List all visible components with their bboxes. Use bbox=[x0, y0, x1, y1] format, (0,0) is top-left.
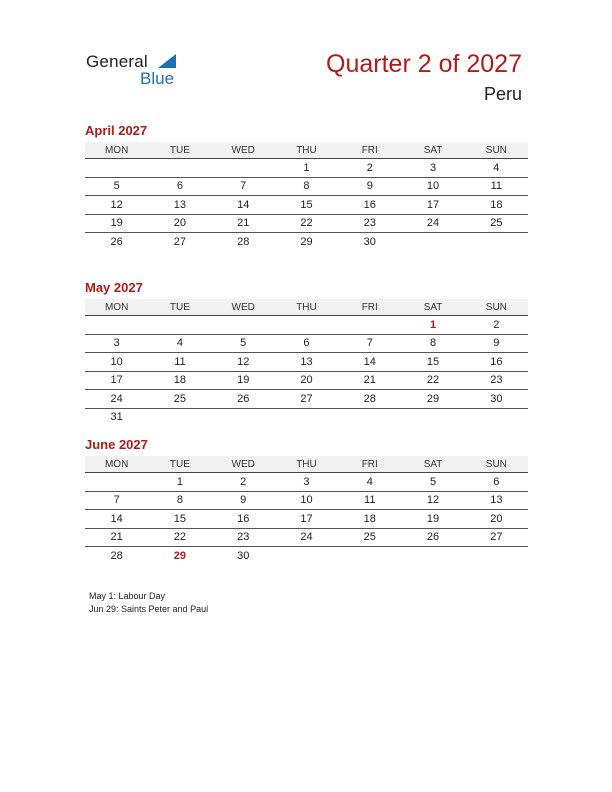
day-cell: 27 bbox=[173, 235, 187, 248]
day-cell bbox=[275, 408, 338, 426]
calendar-grid bbox=[85, 142, 528, 251]
week-row bbox=[85, 214, 528, 233]
day-cell: 24 bbox=[275, 528, 338, 547]
day-cell: 8 bbox=[275, 177, 338, 196]
day-cell bbox=[275, 547, 338, 565]
day-cell: 3 bbox=[401, 159, 464, 178]
day-cell: 12 bbox=[85, 196, 148, 215]
day-cell: 23 bbox=[465, 371, 528, 390]
day-cell: 1 bbox=[275, 159, 338, 178]
weekday-header: SAT bbox=[401, 299, 464, 316]
day-cell: 6 bbox=[275, 334, 338, 353]
weekday-header: FRI bbox=[338, 142, 401, 159]
day-cell: 14 bbox=[212, 196, 275, 215]
day-cell: 15 bbox=[401, 353, 464, 372]
country-name: Peru bbox=[483, 84, 522, 104]
week-row bbox=[85, 547, 528, 565]
day-cell: 16 bbox=[465, 353, 528, 372]
calendar-grid bbox=[85, 299, 528, 426]
day-cell: 28 bbox=[110, 549, 123, 562]
day-cell: 10 bbox=[85, 353, 148, 372]
week-row bbox=[85, 390, 528, 409]
day-cell: 17 bbox=[85, 371, 148, 390]
day-cell: 20 bbox=[465, 510, 528, 529]
day-cell: 8 bbox=[401, 334, 464, 353]
day-cell: 11 bbox=[148, 353, 211, 372]
day-cell: 11 bbox=[465, 177, 528, 196]
weekday-header: WED bbox=[212, 299, 275, 316]
day-cell: 30 bbox=[363, 235, 376, 248]
day-cell: 30 bbox=[465, 390, 528, 409]
day-cell: 23 bbox=[338, 214, 401, 233]
day-cell: 27 bbox=[465, 528, 528, 547]
weekday-header: THU bbox=[275, 142, 338, 159]
day-cell: 1 bbox=[148, 473, 211, 492]
day-cell: 18 bbox=[338, 510, 401, 529]
weekday-header: TUE bbox=[148, 142, 211, 159]
day-cell: 14 bbox=[85, 510, 148, 529]
day-cell bbox=[465, 408, 528, 426]
day-cell: 30 bbox=[237, 549, 250, 562]
day-cell: 3 bbox=[275, 473, 338, 492]
day-cell: 10 bbox=[401, 177, 464, 196]
day-cell bbox=[85, 159, 148, 178]
day-cell: 2 bbox=[212, 473, 275, 492]
day-cell bbox=[212, 316, 275, 335]
day-cell: 21 bbox=[338, 371, 401, 390]
day-cell: 25 bbox=[338, 528, 401, 547]
day-cell: 26 bbox=[110, 235, 123, 248]
day-cell bbox=[338, 316, 401, 335]
day-cell: 22 bbox=[148, 528, 211, 547]
holiday-notes bbox=[89, 590, 208, 616]
weekday-header: WED bbox=[212, 456, 275, 473]
day-cell: 12 bbox=[212, 353, 275, 372]
day-cell: 21 bbox=[212, 214, 275, 233]
holiday-note: Jun 29: Saints Peter and Paul bbox=[89, 604, 209, 614]
week-row bbox=[85, 316, 528, 335]
day-cell: 6 bbox=[465, 473, 528, 492]
day-cell: 9 bbox=[465, 334, 528, 353]
day-cell: 13 bbox=[465, 491, 528, 510]
day-cell: 9 bbox=[212, 491, 275, 510]
holiday-note: May 1: Labour Day bbox=[89, 591, 166, 601]
day-cell: 29 bbox=[173, 549, 187, 562]
day-cell bbox=[401, 233, 464, 251]
day-cell: 25 bbox=[148, 390, 211, 409]
day-cell: 22 bbox=[401, 371, 464, 390]
week-row bbox=[85, 371, 528, 390]
day-cell: 25 bbox=[465, 214, 528, 233]
logo-text-blue: Blue bbox=[140, 69, 175, 88]
weekday-header: FRI bbox=[338, 456, 401, 473]
day-cell: 1 bbox=[401, 316, 464, 335]
week-row bbox=[85, 159, 528, 178]
weekday-header: WED bbox=[212, 142, 275, 159]
week-row bbox=[85, 528, 528, 547]
day-cell: 17 bbox=[401, 196, 464, 215]
day-cell: 15 bbox=[148, 510, 211, 529]
day-cell: 18 bbox=[465, 196, 528, 215]
month-may bbox=[85, 279, 528, 426]
page-title: Quarter 2 of 2027 bbox=[326, 50, 522, 78]
month-title: June 2027 bbox=[85, 437, 148, 452]
day-cell: 16 bbox=[212, 510, 275, 529]
day-cell bbox=[338, 408, 401, 426]
day-cell bbox=[401, 547, 464, 565]
week-row bbox=[85, 408, 528, 426]
weekday-header: MON bbox=[85, 142, 148, 159]
month-title: May 2027 bbox=[85, 280, 143, 295]
day-cell bbox=[275, 316, 338, 335]
weekday-header: SAT bbox=[401, 142, 464, 159]
weekday-header: TUE bbox=[148, 299, 211, 316]
day-cell bbox=[401, 408, 464, 426]
week-row bbox=[85, 334, 528, 353]
weekday-header: SUN bbox=[465, 142, 528, 159]
week-row bbox=[85, 473, 528, 492]
day-cell: 7 bbox=[338, 334, 401, 353]
logo-triangle-icon bbox=[158, 54, 176, 68]
day-cell: 5 bbox=[212, 334, 275, 353]
day-cell: 7 bbox=[85, 491, 148, 510]
month-title: April 2027 bbox=[85, 123, 148, 138]
day-cell: 19 bbox=[85, 214, 148, 233]
day-cell: 11 bbox=[338, 491, 401, 510]
day-cell: 21 bbox=[85, 528, 148, 547]
day-cell bbox=[148, 408, 211, 426]
day-cell bbox=[212, 159, 275, 178]
month-june bbox=[85, 436, 528, 565]
day-cell: 16 bbox=[338, 196, 401, 215]
calendar-grid bbox=[85, 456, 528, 565]
weekday-header: MON bbox=[85, 456, 148, 473]
day-cell: 27 bbox=[275, 390, 338, 409]
day-cell bbox=[148, 316, 211, 335]
day-cell: 26 bbox=[401, 528, 464, 547]
weekday-header: THU bbox=[275, 299, 338, 316]
day-cell: 28 bbox=[237, 235, 250, 248]
logo-text-general: General bbox=[86, 52, 148, 71]
day-cell: 22 bbox=[275, 214, 338, 233]
day-cell: 5 bbox=[85, 177, 148, 196]
day-cell: 19 bbox=[401, 510, 464, 529]
day-cell: 29 bbox=[300, 235, 313, 248]
day-cell: 4 bbox=[338, 473, 401, 492]
logo bbox=[86, 52, 196, 92]
day-cell: 15 bbox=[275, 196, 338, 215]
day-cell: 12 bbox=[401, 491, 464, 510]
day-cell bbox=[212, 408, 275, 426]
day-cell: 20 bbox=[148, 214, 211, 233]
weekday-header: MON bbox=[85, 299, 148, 316]
day-cell: 17 bbox=[275, 510, 338, 529]
day-cell: 4 bbox=[465, 159, 528, 178]
day-cell: 23 bbox=[212, 528, 275, 547]
weekday-header: TUE bbox=[148, 456, 211, 473]
weekday-header: SAT bbox=[401, 456, 464, 473]
day-cell: 13 bbox=[275, 353, 338, 372]
day-cell: 4 bbox=[148, 334, 211, 353]
week-row bbox=[85, 510, 528, 529]
month-april bbox=[85, 122, 528, 251]
weekday-header: THU bbox=[275, 456, 338, 473]
weekday-header: FRI bbox=[338, 299, 401, 316]
day-cell: 24 bbox=[401, 214, 464, 233]
day-cell bbox=[85, 473, 148, 492]
day-cell: 2 bbox=[338, 159, 401, 178]
week-row bbox=[85, 233, 528, 251]
weekday-header: SUN bbox=[465, 456, 528, 473]
day-cell: 24 bbox=[85, 390, 148, 409]
day-cell: 14 bbox=[338, 353, 401, 372]
day-cell: 31 bbox=[110, 411, 123, 424]
week-row bbox=[85, 177, 528, 196]
day-cell: 7 bbox=[212, 177, 275, 196]
day-cell: 13 bbox=[148, 196, 211, 215]
day-cell bbox=[338, 547, 401, 565]
weekday-header: SUN bbox=[465, 299, 528, 316]
day-cell: 28 bbox=[338, 390, 401, 409]
day-cell: 18 bbox=[148, 371, 211, 390]
day-cell bbox=[465, 233, 528, 251]
day-cell: 8 bbox=[148, 491, 211, 510]
day-cell: 5 bbox=[401, 473, 464, 492]
day-cell bbox=[148, 159, 211, 178]
day-cell: 9 bbox=[338, 177, 401, 196]
day-cell: 29 bbox=[401, 390, 464, 409]
day-cell bbox=[85, 316, 148, 335]
week-row bbox=[85, 353, 528, 372]
day-cell: 3 bbox=[85, 334, 148, 353]
week-row bbox=[85, 491, 528, 510]
day-cell: 19 bbox=[212, 371, 275, 390]
day-cell bbox=[465, 547, 528, 565]
week-row bbox=[85, 196, 528, 215]
day-cell: 2 bbox=[465, 316, 528, 335]
day-cell: 20 bbox=[275, 371, 338, 390]
day-cell: 10 bbox=[275, 491, 338, 510]
day-cell: 6 bbox=[148, 177, 211, 196]
day-cell: 26 bbox=[212, 390, 275, 409]
